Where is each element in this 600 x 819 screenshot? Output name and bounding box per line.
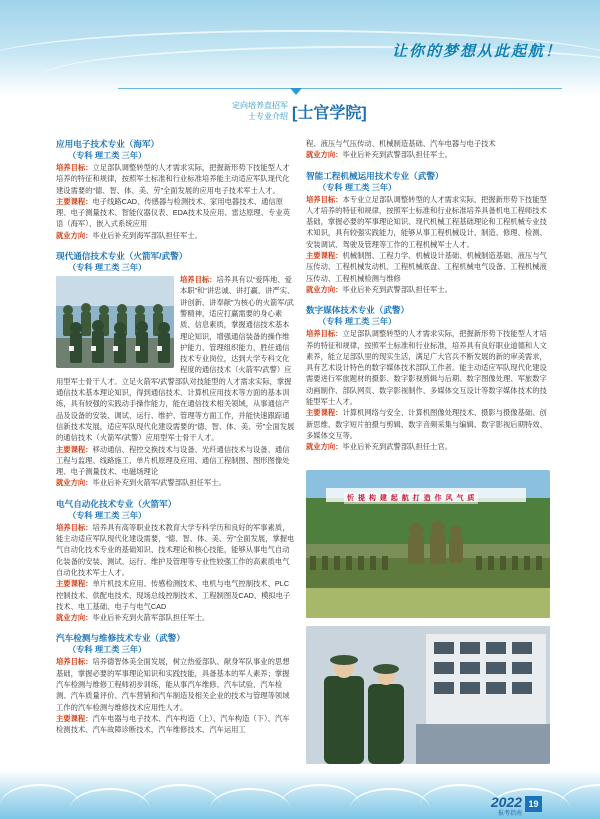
career-text: 毕业后补充到火箭军部队担任军士。 [92, 613, 210, 623]
major-goal [56, 522, 296, 578]
major-career [56, 477, 296, 488]
footer-year: 2022 [490, 794, 522, 810]
courses-label: 主要课程： [56, 579, 93, 589]
goal-text: 立足部队调整转型的人才需求实际，把握新形势下技能型人才培养的特征和规律，按照军士标准和行业标准培养能主动适应军队现代化建设需要的“德、智、体、美、劳”全面发展的应用电子技术军士人才。 [56, 163, 290, 195]
left-column [56, 138, 296, 735]
major-block [306, 170, 550, 296]
major-career [56, 230, 296, 241]
courses-text: 机械制图、工程力学、机械设计基础、机械制造基础、液压与气压传动、工程机械发动机、工程机械底盘、工程机械电气设备、工程机械液压传动、工程机械检测与维修 [306, 251, 547, 283]
career-label: 就业方向： [306, 442, 343, 452]
header-divider [118, 88, 562, 89]
major-subtitle: （专科 理工类 三年） [318, 317, 397, 327]
courses-label: 主要课程： [56, 713, 93, 723]
career-label: 就业方向： [306, 284, 343, 294]
goal-text: 培养德智体美全面发展，树立热爱部队、献身军队事业的思想基础，掌握必要的军事理论知识和实践技能，具备基本的军人素养；掌握汽车检测与维修工程师初步训练，能从事汽车维修、汽车试验、汽车检测、汽车质量评价、汽车营销和汽车制造及相关企业的技术与管理等领域工作的汽车检测与维修技术应用性人才。 [56, 657, 290, 712]
page-number: 19 [525, 796, 542, 812]
major-subtitle: （专科 理工类 三年） [318, 182, 397, 192]
courses-text: 电子线路CAD、传感器与检测技术、家用电器技术、通信原理、电子测量技术、智能仪器仪表、EDA技术及应用、雷达原理、专业英语（海军）、嵌入式系统应用 [56, 196, 290, 229]
goal-text: 立足部队调整转型的人才需求实际，把握新形势下技能型人才培养的特征和规律，按照军士标准和行业标准，培养具有良好职业道德和人文素养，能立足部队里的现实生活，满足广大官兵不断发展的新的审美需求，具有艺术设计特色的数字媒体技术部队工作者。能主动适应军队现代化建设需要进行军旅题材的摄影、数字影视剪辑与后期、数字图像处理、军旅数字动画制作、部队网页、数字影视制作、多媒体交互设计等数字媒体技术的技能型军士人才。 [306, 329, 547, 407]
major-courses [56, 713, 296, 736]
major-title: 应用电子技术专业（海军） [56, 139, 160, 149]
footer-subtitle: 报考指南 [497, 811, 522, 817]
major-subtitle: （专科 理工类 三年） [68, 510, 147, 520]
goal-text: 培养具有高等职业技术教育大学专科学历和良好的军事素质，能主动适应军队现代化建设需要，“德、智、体、美、劳”全面发展，掌握电气自动化技术专业的基础知识、技术理论和核心技能，能够从事电气自动化装备的安装、测试、运行、维护及管理等专业性较强工作的高素质电气自动化技术军士人才。 [56, 522, 295, 577]
goal-text: 本专业立足部队调整转型的人才需求实际，把握新形势下技能型人才培养的特征和规律，按照军士标准和行业标准培养具备机电工程师技术基础，掌握必要的军事理论知识、现代机械工程基础理论和工程机械专业技术知识，具有较强实践能力，能够从事工程机械设计、制造、修理、检测、安装调试、驾驶及管理等工作的工程机械军士人才。 [306, 194, 547, 249]
soldiers-parade-photo [56, 276, 174, 368]
military-drill-photo [306, 470, 550, 618]
major-courses [56, 196, 296, 230]
section-subtitle: 定向培养直招军士专业介绍 [232, 101, 288, 121]
goal-label: 培养目标： [56, 163, 93, 172]
major-block [56, 632, 296, 735]
courses-label: 主要课程： [306, 408, 343, 418]
major-subtitle: （专科 理工类 三年） [68, 151, 147, 160]
major-title: 智能工程机械运用技术专业（武警） [306, 170, 444, 181]
section-title: [士官学院] [292, 105, 367, 122]
header-slogan: 让你的梦想从此起航！ [391, 42, 562, 60]
courses-text: 移动通信、程控交换技术与设备、光纤通信技术与设备、通信工程与监理、线路施工、单片机原理及应用、通信工程制图、图形图像处理、电子测量技术、电磁场理论 [56, 444, 290, 477]
career-label: 就业方向： [56, 613, 93, 623]
major-goal [56, 162, 296, 196]
goal-label: 培养目标： [306, 329, 343, 339]
major-subtitle: （专科 理工类 三年） [68, 263, 147, 273]
goal-label: 培养目标： [306, 194, 343, 204]
major-block [56, 250, 296, 489]
major-courses [306, 407, 550, 441]
major-goal [306, 328, 550, 407]
career-text: 毕业后补充到武警部队担任军士。 [342, 150, 452, 160]
goal-label: 培养目标： [56, 522, 93, 532]
courses-text: 汽车电器与电子技术、汽车构造（上）、汽车构造（下）、汽车检测技术、汽车故障诊断技术、汽车维修技术、汽车运用工 [56, 713, 290, 735]
major-title: 电气自动化技术专业（火箭军） [56, 498, 177, 509]
career-text: 毕业后补充到武警部队担任士官。 [342, 442, 452, 452]
major-career [306, 149, 550, 160]
major-courses [56, 444, 296, 478]
major-courses [56, 578, 296, 612]
major-block [306, 304, 550, 452]
courses-label: 主要课程： [56, 196, 93, 206]
drill-banner-text: 忻 提 构 建 起 航 打 造 作 风 气 质 [344, 492, 478, 504]
career-label: 就业方向： [56, 478, 93, 488]
courses-label: 主要课程： [56, 444, 93, 454]
career-text: 毕业后补充到武警部队担任军士。 [342, 284, 452, 294]
career-label: 就业方向： [306, 150, 343, 160]
courses-continuation: 程、液压与气压传动、机械制造基础、汽车电器与电子技术 [306, 139, 496, 148]
goal-label: 培养目标： [56, 657, 93, 667]
courses-label: 主要课程： [306, 251, 343, 261]
major-goal [56, 656, 296, 712]
major-career [306, 284, 550, 295]
major-goal [306, 194, 550, 250]
career-text: 毕业后补充到海军部队担任军士。 [92, 230, 202, 240]
goal-label: 培养目标： [180, 275, 217, 285]
major-subtitle: （专科 理工类 三年） [68, 645, 147, 655]
major-courses [306, 250, 550, 284]
goal-text: 培养具有以“爱阵地、爱本职”和“讲忠诚、讲打赢、讲严实、讲创新、讲奉献”为核心的火箭军/武警精神，适应打赢需要的身心素质、信息素质，掌握通信技术基本理论知识，增强通信装备的操作维护能力、管理组织能力，胜任通信技术专业岗位，达到大学专科文化程度的通信技术（火箭军/武警）应用型军士骨干人才。立足火箭军/武警部队对技能型的人才需求实际，掌握通信技术基本理论知识，得到通信技术、计算机应用技术等方面的基本训练，具有较强的实践动手操作能力，能在通信技术相关领域，从事通信产品及设备的安装、调试、运行、维护、管理等方面工作，并能快速跟踪通信新技术发展，适应军队现代化建设需要的“德、智、体、美、劳”全面发展的通信技术（火箭军/武警）应用型军士骨干人才。 [56, 275, 295, 443]
courses-text: 单片机技术应用、传感检测技术、电机与电气控制技术、PLC控制技术、供配电技术、现场总线控制技术、工程制图及CAD、模拟电子技术、电工基础、电子与电气CAD [56, 579, 291, 611]
courses-text: 计算机网络与安全、计算机图像处理技术、摄影与摄像基础、创新思维、数字短片拍摄与剪辑、数字音频采集与编辑、数字影视后期特效、多媒体交互等。 [306, 408, 547, 440]
major-title: 数字媒体技术专业（武警） [306, 305, 410, 316]
electronics-lab-photo [306, 626, 550, 764]
major-career [56, 612, 296, 623]
major-career [306, 441, 550, 452]
major-title: 汽车检测与维修技术专业（武警） [56, 633, 185, 644]
major-block [56, 498, 296, 624]
right-column [306, 138, 550, 453]
career-label: 就业方向： [56, 230, 93, 240]
career-text: 毕业后补充到火箭军/武警部队担任军士。 [92, 478, 226, 488]
divider-triangle-icon [290, 88, 302, 95]
major-title: 现代通信技术专业（火箭军/武警） [56, 251, 188, 262]
major-block [56, 138, 296, 241]
